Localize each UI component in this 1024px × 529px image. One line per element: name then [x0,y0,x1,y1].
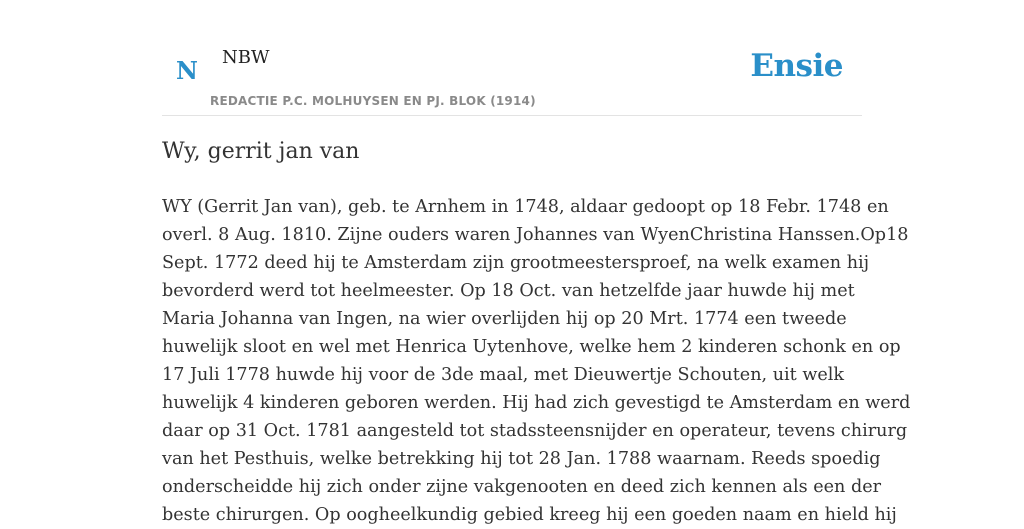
article-line: bevorderd werd tot heelmeester. Op 18 Oct. van hetzelfde jaar huwde hij met [162,281,855,301]
article-line: 17 Juli 1778 huwde hij voor de 3de maal, met Dieuwertje Schouten, uit welk [162,365,845,385]
source-subtitle: REDACTIE P.C. MOLHUYSEN EN PJ. BLOK (1914) [210,94,536,108]
article-line: overl. 8 Aug. 1810. Zijne ouders waren Johannes van WyenChristina Hanssen.Op18 [162,225,909,245]
article-body [162,193,911,529]
source-logo[interactable]: N [176,56,198,85]
article-line: WY (Gerrit Jan van), geb. te Arnhem in 1748, aldaar gedoopt op 18 Febr. 1748 en [162,197,889,217]
article-line: daar op 31 Oct. 1781 aangesteld tot stadssteensnijder en operateur, tevens chirurg [162,421,908,441]
source-name-link[interactable]: NBW [222,47,270,68]
brand-logo[interactable]: Ensie [750,48,843,84]
article-line: onderscheidde hij zich onder zijne vakgenooten en deed zich kennen als een der [162,477,882,497]
article-line: huwelijk 4 kinderen geboren werden. Hij had zich gevestigd te Amsterdam en werd [162,393,911,413]
article-line: van het Pesthuis, welke betrekking hij tot 28 Jan. 1788 waarnam. Reeds spoedig [162,449,881,469]
article-title: Wy, gerrit jan van [162,139,360,164]
article-line: Sept. 1772 deed hij te Amsterdam zijn grootmeestersproef, na welk examen hij [162,253,870,273]
article-line: beste chirurgen. Op oogheelkundig gebied kreeg hij een goeden naam en hield hij [162,505,897,525]
article-line: huwelijk sloot en wel met Henrica Uytenhove, welke hem 2 kinderen schonk en op [162,337,901,357]
article-line: Maria Johanna van Ingen, na wier overlijden hij op 20 Mrt. 1774 een tweede [162,309,847,329]
source-header [162,30,862,116]
